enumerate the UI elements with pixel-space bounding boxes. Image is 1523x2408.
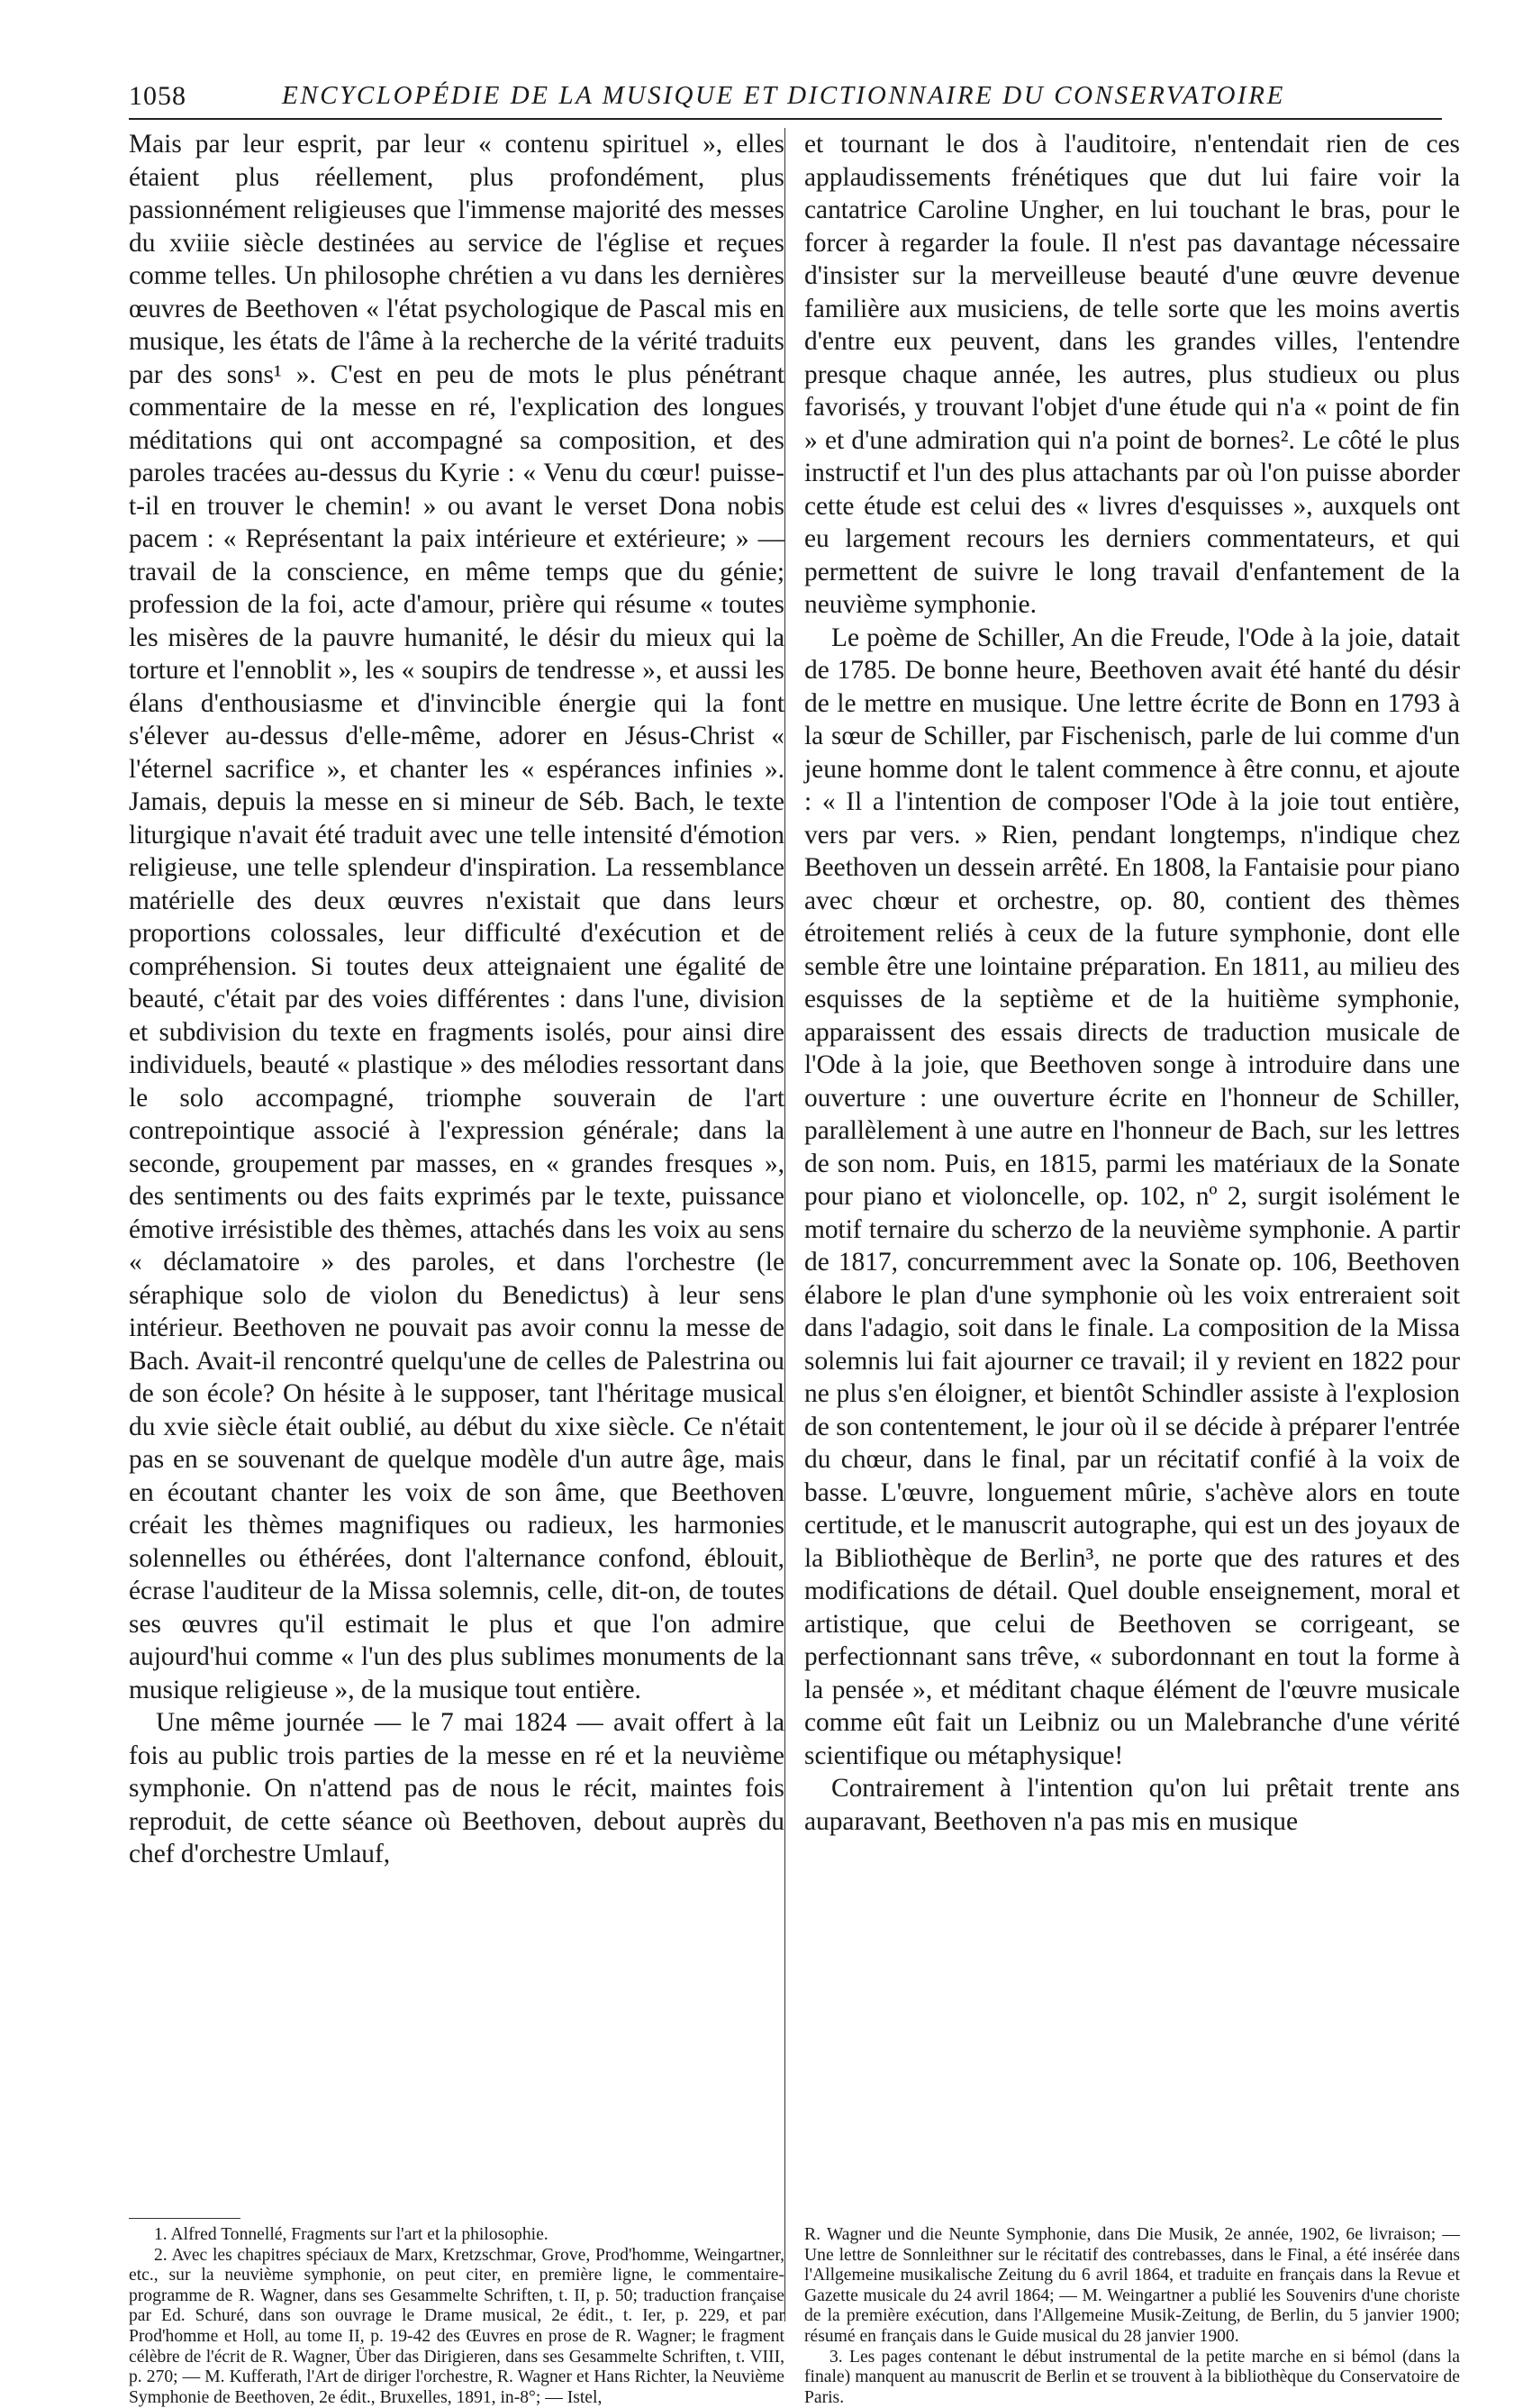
paragraph: et tournant le dos à l'auditoire, n'entendait rien de ces applaudissements frénétiques que dut lui faire voir la cantatrice Caroline Ungher, en lui touchant le bras, pour le forcer à regarder la foule. Il n'est pas davantage nécessaire d'insister sur la merveilleuse beauté d'une œuvre devenue familière aux musiciens, de telle sorte que les moins avertis d'entre eux peuvent, dans les grandes villes, l'entendre presque chaque année, les autres, plus studieux ou plus favorisés, y trouvant l'objet d'une étude qui n'a « point de fin » et d'une admiration qui n'a point de bornes². Le côté le plus instructif et l'un des plus attachants par où l'on puisse aborder cette étude est celui des « livres d'esquisses », auxquels ont eu largement recours les derniers commentateurs, et qui permettent de suivre le long travail d'enfantement de la neuvième symphonie. <box>804 130 1460 619</box>
page-number: 1058 <box>129 81 186 111</box>
paragraph: Contrairement à l'intention qu'on lui prêtait trente ans auparavant, Beethoven n'a pas mis en musique <box>804 1774 1460 1836</box>
footnotes-right <box>804 2225 1460 2408</box>
paragraph: Mais par leur esprit, par leur « contenu spirituel », elles étaient plus réellement, plus profondément, plus passionnément religieuses que l'immense majorité des messes du xviiie siècle destinées au service de l'église et reçues comme telles. Un philosophe chrétien a vu dans les dernières œuvres de Beethoven « l'état psychologique de Pascal mis en musique, les états de l'âme à la recherche de la vérité traduits par des sons¹ ». C'est en peu de mots le plus pénétrant commentaire de la messe en ré, l'explication des longues méditations qui ont accompagné sa composition, et des paroles tracées au-dessus du Kyrie : « Venu du cœur! puisse-t-il en trouver le chemin! » ou avant le verset Dona nobis pacem : « Représentant la paix intérieure et extérieure; » — travail de la conscience, en même temps que du génie; profession de la foi, acte d'amour, prière qui résume « toutes les misères de la pauvre humanité, le désir du mieux qui la torture et l'ennoblit », les « soupirs de tendresse », et aussi les élans d'enthousiasme et d'invincible énergie qui la font s'élever au-dessus d'elle-même, adorer en Jésus-Christ « l'éternel sacrifice », et chanter les « espérances infinies ». Jamais, depuis la messe en si mineur de Séb. Bach, le texte liturgique n'avait été traduit avec une telle intensité d'émotion religieuse, une telle splendeur d'inspiration. La ressemblance matérielle des deux œuvres n'existait que dans leurs proportions colossales, leur difficulté d'exécution et de compréhension. Si toutes deux atteignaient une égalité de beauté, c'était par des voies différentes : dans l'une, division et subdivision du texte en fragments isolés, pour ainsi dire individuels, beauté « plastique » des mélodies ressortant dans le solo accompagné, triomphe souverain de l'art contrepointique associé à l'expression générale; dans la seconde, groupement par masses, en « grandes fresques », des sentiments ou des faits exprimés par le texte, puissance émotive irrésistible des thèmes, attachés dans les voix au sens « déclamatoire » des paroles, et dans l'orchestre (le séraphique solo de violon du Benedictus) à leur sens intérieur. Beethoven ne pouvait pas avoir connu la messe de Bach. Avait-il rencontré quelqu'une de celles de Palestrina ou de son école? On hésite à le supposer, tant l'héritage musical du xvie siècle était oublié, au début du xixe siècle. Ce n'était pas en se souvenant de quelque modèle d'un autre âge, mais en écoutant chanter les voix de son âme, que Beethoven créait les thèmes magnifiques ou radieux, les harmonies solennelles ou éthérées, dont l'alternance confond, éblouit, écrase l'auditeur de la Missa solemnis, celle, dit-on, de toutes ses œuvres qu'il estimait le plus et que l'on admire aujourd'hui comme « l'un des plus sublimes monuments de la musique religieuse », de la musique tout entière. <box>129 130 784 1704</box>
footnote-2-continued: R. Wagner und die Neunte Symphonie, dans Die Musik, 2e année, 1902, 6e livraison; — Une lettre de Sonnleithner sur le récitatif des contrebasses, dans le Final, a été insérée dans l'Allgemeine musikalische Zeitung du 6 avril 1864, et traduite en français dans la Revue et Gazette musicale du 24 avril 1864; — M. Weingartner a publié les Souvenirs d'une choriste de la première exécution, dans l'Allgemeine Musik-Zeitung, de Berlin, du 5 janvier 1900; résumé en français dans le Guide musical du 28 janvier 1900. <box>804 2225 1460 2346</box>
footnote-1: 1. Alfred Tonnellé, Fragments sur l'art et la philosophie. <box>154 2225 548 2244</box>
left-column <box>129 128 784 2209</box>
footnotes-left <box>129 2225 784 2408</box>
right-column <box>804 128 1460 2209</box>
running-title: ENCYCLOPÉDIE DE LA MUSIQUE ET DICTIONNAIRE DU CONSERVATOIRE <box>282 81 1285 110</box>
footnote-2: 2. Avec les chapitres spéciaux de Marx, Kretzschmar, Grove, Prod'homme, Weingartner, etc., sur la neuvième symphonie, on peut citer, en première ligne, le commentaire-programme de R. Wagner, dans ses Gesammelte Schriften, t. II, p. 50; traduction française par Ed. Schuré, dans son ouvrage le Drame musical, 2e édit., t. Ier, p. 229, et par Prod'homme et Holl, au tome II, p. 19-42 des Œuvres en prose de R. Wagner; le fragment célèbre de l'écrit de R. Wagner, Über das Dirigieren, dans ses Gesammelte Schriften, t. VIII, p. 270; — M. Kufferath, l'Art de diriger l'orchestre, R. Wagner et Hans Richter, la Neuvième Symphonie de Beethoven, 2e édit., Bruxelles, 1891, in-8°; — Istel, <box>129 2245 784 2407</box>
footnote-3: 3. Les pages contenant le début instrumental de la petite marche en si bémol (dans la finale) manquent au manuscrit de Berlin et se trouvent à la bibliothèque du Conservatoire de Paris. <box>804 2347 1460 2407</box>
header-rule <box>129 118 1442 120</box>
paragraph: Le poème de Schiller, An die Freude, l'Ode à la joie, datait de 1785. De bonne heure, Beethoven avait été hanté du désir de le mettre en musique. Une lettre écrite de Bonn en 1793 à la sœur de Schiller, par Fischenisch, parle de lui comme d'un jeune homme dont le talent commence à être connu, et ajoute : « Il a l'intention de composer l'Ode à la joie tout entière, vers par vers. » Rien, pendant longtemps, n'indique chez Beethoven un dessein arrêté. En 1808, la Fantaisie pour piano avec chœur et orchestre, op. 80, contient des thèmes étroitement reliés à ceux de la future symphonie, dont elle semble être une lointaine préparation. En 1811, au milieu des esquisses de la septième et de la huitième symphonie, apparaissent des essais directs de traduction musicale de l'Ode à la joie, que Beethoven songe à introduire dans une ouverture : une ouverture écrite en l'honneur de Schiller, parallèlement à une autre en l'honneur de Bach, sur les lettres de son nom. Puis, en 1815, parmi les matériaux de la Sonate pour piano et violoncelle, op. 102, nº 2, surgit isolément le motif ternaire du scherzo de la neuvième symphonie. A partir de 1817, concurremment avec la Sonate op. 106, Beethoven élabore le plan d'une symphonie où les voix entreraient soit dans l'adagio, soit dans le finale. La composition de la Missa solemnis lui fait ajourner ce travail; il y revient en 1822 pour ne plus s'en éloigner, et bientôt Schindler assiste à l'explosion de son contentement, le jour où il se décide à préparer l'entrée du chœur, dans le final, par un récitatif confié à la voix de basse. L'œuvre, longuement mûrie, s'achève alors en toute certitude, et le manuscrit autographe, qui est un des joyaux de la Bibliothèque de Berlin³, ne porte que des ratures et des modifications de détail. Quel double enseignement, moral et artistique, que celui de Beethoven se corrigeant, se perfectionnant sans trêve, « subordonnant en tout la forme à la pensée », et méditant chaque élément de l'œuvre musicale comme eût fait un Leibniz ou un Malebranche d'une vérité scientifique ou métaphysique! <box>804 622 1460 1770</box>
footnote-rule <box>129 2218 240 2219</box>
page-header <box>129 77 1442 114</box>
column-divider <box>784 128 785 2322</box>
paragraph: Une même journée — le 7 mai 1824 — avait offert à la fois au public trois parties de la messe en ré et la neuvième symphonie. On n'attend pas de nous le récit, maintes fois reproduit, de cette séance où Beethoven, debout auprès du chef d'orchestre Umlauf, <box>129 1708 784 1868</box>
